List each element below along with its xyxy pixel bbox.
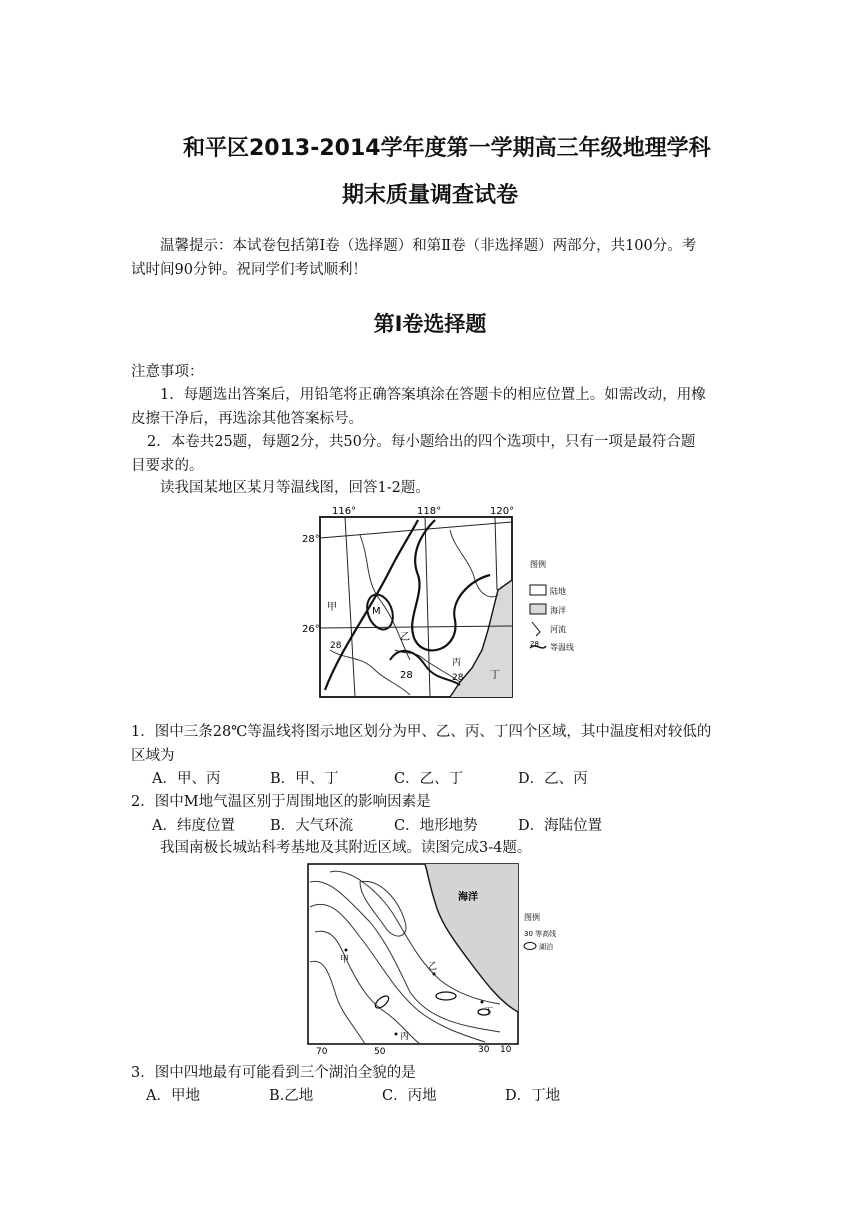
contour-value: 50 <box>374 1047 386 1057</box>
region-label-yi: 乙 <box>400 632 410 643</box>
sea-label: 海洋 <box>458 892 478 903</box>
legend-land: 陆地 <box>550 587 566 596</box>
contour-value: 70 <box>316 1047 328 1057</box>
q1-line2: 区域为 <box>131 748 175 764</box>
q3-stem: 3．图中四地最有可能看到三个湖泊全貌的是 <box>131 1065 416 1081</box>
notice-2-line1: 2．本卷共25题，每题2分，共50分。每小题给出的四个选项中，只有一项是最符合题 <box>147 434 696 450</box>
tip-line1: 温馨提示：本试卷包括第Ⅰ卷（选择题）和第Ⅱ卷（非选择题）两部分，共100分。考 <box>160 238 697 254</box>
legend-sea: 海洋 <box>550 606 566 615</box>
notice-heading: 注意事项： <box>131 364 204 380</box>
q3-option-d[interactable]: D．丁地 <box>505 1088 561 1104</box>
q2-option-c[interactable]: C．地形地势 <box>394 818 478 834</box>
q1-options <box>152 767 588 791</box>
legend-isotherm-value: 28 <box>530 640 539 648</box>
lon-label-118: 118° <box>417 506 442 517</box>
q3-options <box>146 1084 560 1108</box>
legend-lake: 湖泊 <box>539 943 553 951</box>
lat-label-28: 28° <box>302 534 320 545</box>
contour-value: 30 <box>478 1045 490 1055</box>
isotherm-value: 28 <box>330 641 342 651</box>
q2-options <box>152 814 602 838</box>
legend-title: 图例 <box>524 913 540 922</box>
isotherm-map <box>300 500 574 710</box>
q2-option-d[interactable]: D．海陆位置 <box>518 818 603 834</box>
region-label-m: M <box>372 606 381 617</box>
intro-map2: 我国南极长城站科考基地及其附近区域。读图完成3-4题。 <box>160 840 532 856</box>
legend-lake-swatch <box>524 943 536 950</box>
region-label-jia: 甲 <box>327 602 337 613</box>
notice-1-line2: 皮擦干净后，再选涂其他答案标号。 <box>131 411 363 427</box>
exam-title-line2: 期末质量调查试卷 <box>341 183 518 208</box>
legend-sea-swatch <box>530 604 546 614</box>
legend-isotherm: 等温线 <box>550 643 574 652</box>
place-label-yi: 乙 <box>428 962 438 972</box>
place-label-jia: 甲 <box>340 955 350 965</box>
lat-label-26: 26° <box>302 624 320 635</box>
point-yi <box>433 973 436 976</box>
q3-option-a[interactable]: A．甲地 <box>146 1088 200 1104</box>
point-jia <box>345 949 348 952</box>
q3-option-b[interactable]: B.乙地 <box>269 1088 314 1104</box>
place-label-bing: 丙 <box>400 1032 410 1042</box>
q2-option-a[interactable]: A．纬度位置 <box>152 818 235 834</box>
lon-label-116: 116° <box>332 506 357 517</box>
legend-land-swatch <box>530 585 546 595</box>
legend-river-swatch <box>532 622 540 636</box>
q1-line1: 1．图中三条28℃等温线将图示地区划分为甲、乙、丙、丁四个区域，其中温度相对较低的 <box>131 724 712 740</box>
notice-2-line2: 目要求的。 <box>131 458 204 474</box>
legend-title: 图例 <box>530 560 546 569</box>
q3-option-c[interactable]: C．丙地 <box>382 1088 437 1104</box>
point-bing <box>395 1033 398 1036</box>
legend-contour: 30 等高线 <box>524 930 557 938</box>
intro-map1: 读我国某地区某月等温线图，回答1-2题。 <box>160 480 430 496</box>
tip-line2: 试时间90分钟。祝同学们考试顺利！ <box>131 262 367 278</box>
section-title: 第Ⅰ卷选择题 <box>373 312 487 336</box>
q1-option-c[interactable]: C．乙、丁 <box>394 771 464 787</box>
q1-option-d[interactable]: D．乙、丙 <box>518 771 588 787</box>
point-ding <box>481 1001 484 1004</box>
region-label-ding: 丁 <box>490 670 500 681</box>
contour-map <box>300 862 560 1057</box>
exam-title-line1: 和平区2013-2014学年度第一学期高三年级地理学科 <box>183 136 711 161</box>
isotherm-value: 28 <box>452 673 464 683</box>
lon-label-120: 120° <box>490 506 515 517</box>
contour-value: 10 <box>500 1045 512 1055</box>
region-label-bing: 丙 <box>452 658 462 668</box>
legend-river: 河流 <box>550 625 566 634</box>
isotherm-value: 28 <box>400 670 413 681</box>
q1-option-a[interactable]: A．甲、丙 <box>152 771 221 787</box>
place-label-ding: 丁 <box>484 1007 494 1017</box>
q2-option-b[interactable]: B．大气环流 <box>270 818 354 834</box>
q1-option-b[interactable]: B．甲、丁 <box>270 771 339 787</box>
q2-stem: 2．图中M地气温区别于周围地区的影响因素是 <box>131 794 431 810</box>
notice-1-line1: 1．每题选出答案后，用铅笔将正确答案填涂在答题卡的相应位置上。如需改动，用橡 <box>160 387 706 403</box>
